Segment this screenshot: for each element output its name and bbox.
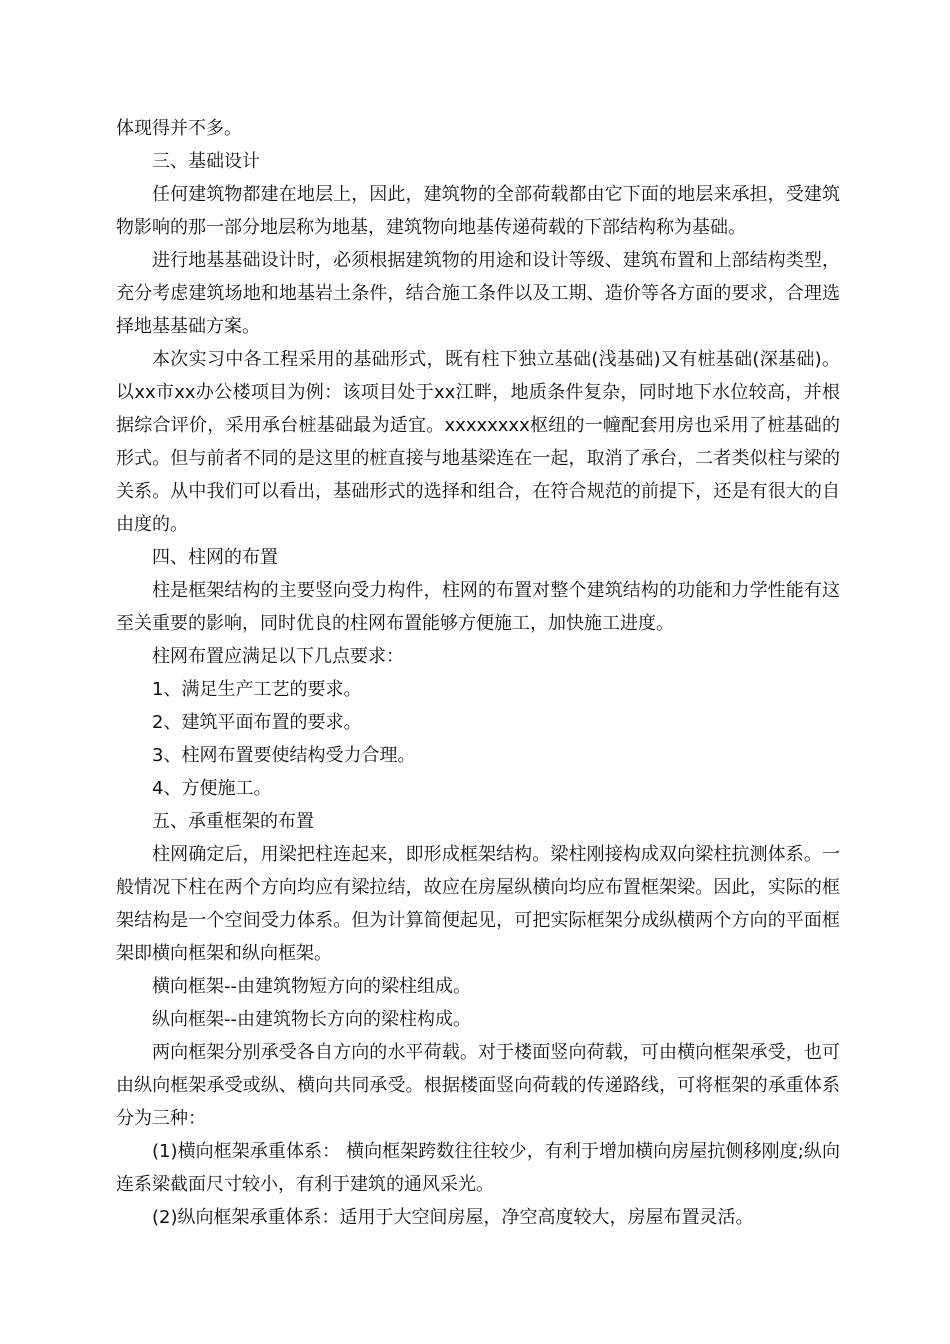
paragraph: 柱是框架结构的主要竖向受力构件，柱网的布置对整个建筑结构的功能和力学性能有这至关重要的影响，同时优良的柱网布置能够方便施工，加快施工进度。 — [116, 580, 840, 634]
paragraph: 两向框架分别承受各自方向的水平荷载。对于楼面竖向荷载，可由横向框架承受，也可由纵向框架承受或纵、横向共同承受。根据楼面竖向荷载的传递路线，可将框架的承重体系分为三种： — [116, 1042, 840, 1129]
list-item: 2、建筑平面布置的要求。 — [152, 712, 362, 733]
paragraph: 任何建筑物都建在地层上，因此，建筑物的全部荷载都由它下面的地层来承担，受建筑物影响的那一部分地层称为地基，建筑物向地基传递荷载的下部结构称为基础。 — [116, 184, 840, 238]
paragraph: 柱网确定后，用梁把柱连起来，即形成框架结构。梁柱刚接构成双向梁柱抗测体系。一般情况下柱在两个方向均应有梁拉结，故应在房屋纵横向均应布置框架梁。因此，实际的框架结构是一个空间受力体系。但为计算简便起见，可把实际框架分成纵横两个方向的平面框架即横向框架和纵向框架。 — [116, 844, 840, 964]
paragraph: 柱网布置应满足以下几点要求： — [152, 646, 404, 667]
paragraph-continuation: 体现得并不多。 — [116, 118, 242, 139]
list-item: 4、方便施工。 — [152, 778, 272, 799]
paragraph: 进行地基基础设计时，必须根据建筑物的用途和设计等级、建筑布置和上部结构类型，充分考虑建筑场地和地基岩土条件，结合施工条件以及工期、造价等各方面的要求，合理选择地基基础方案。 — [116, 250, 840, 337]
paragraph: 本次实习中各工程采用的基础形式，既有柱下独立基础(浅基础)又有桩基础(深基础)。以xx市xx办公楼项目为例：该项目处于xx江畔，地质条件复杂，同时地下水位较高，并根据综合评价，采用承台桩基础最为适宜。xxxxxxxx枢纽的一幢配套用房也采用了桩基础的形式。但与前者不同的是这里的桩直接与地基梁连在一起，取消了承台，二者类似柱与梁的关系。从中我们可以看出，基础形式的选择和组合，在符合规范的前提下，还是有很大的自由度的。 — [116, 349, 840, 535]
document-body — [116, 112, 840, 1234]
section-heading-4: 四、柱网的布置 — [152, 547, 278, 568]
list-item: 1、满足生产工艺的要求。 — [152, 679, 362, 700]
paragraph: 纵向框架--由建筑物长方向的梁柱构成。 — [152, 1009, 471, 1030]
section-heading-3: 三、基础设计 — [152, 151, 260, 172]
paragraph: (1)横向框架承重体系： 横向框架跨数往往较少，有利于增加横向房屋抗侧移刚度;纵向连系梁截面尺寸较小，有利于建筑的通风采光。 — [116, 1141, 840, 1195]
section-heading-5: 五、承重框架的布置 — [152, 811, 314, 832]
list-item: 3、柱网布置要使结构受力合理。 — [152, 745, 416, 766]
paragraph: 横向框架--由建筑物短方向的梁柱组成。 — [152, 976, 471, 997]
paragraph: (2)纵向框架承重体系：适用于大空间房屋，净空高度较大，房屋布置灵活。 — [152, 1207, 754, 1228]
